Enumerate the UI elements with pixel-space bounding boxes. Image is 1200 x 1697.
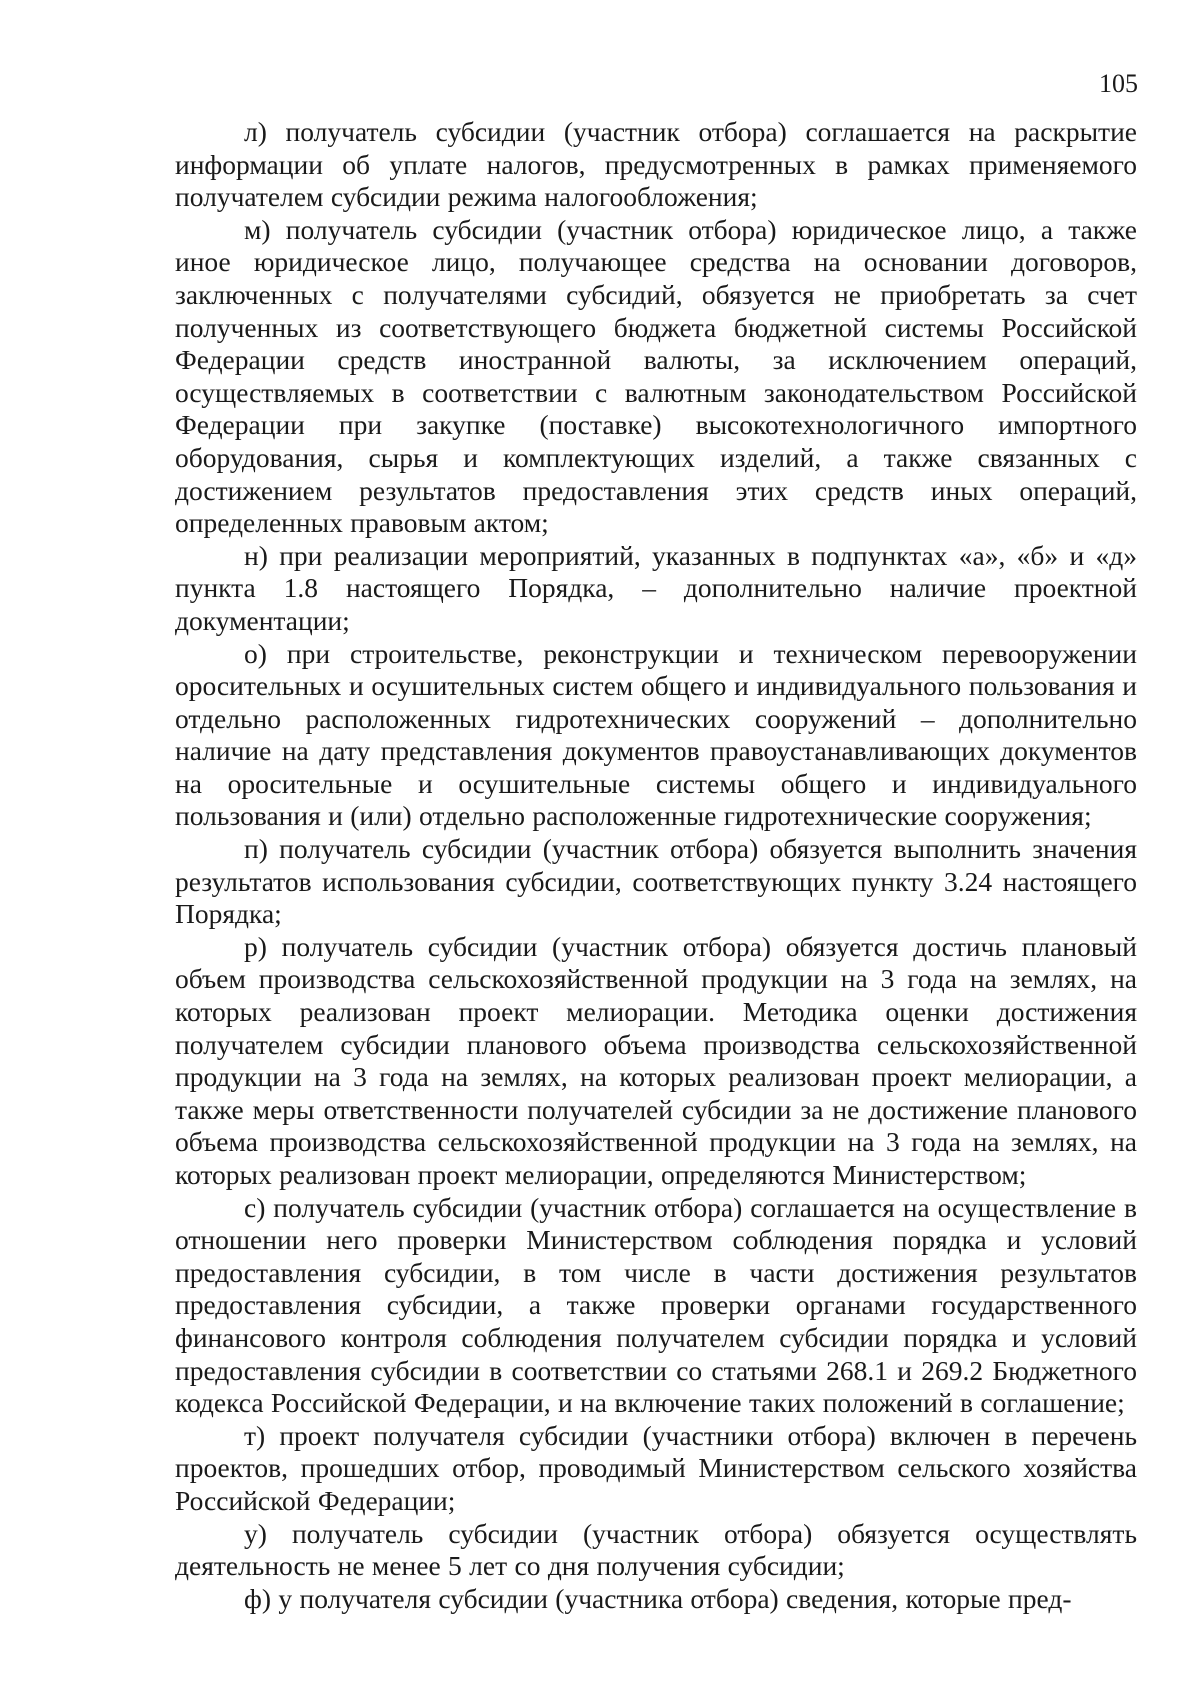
paragraph-s: с) получатель субсидии (участник отбора) соглашается на осуществление в отношении него проверки Министерством соблюдения порядка и условий предоставления субсидии, в том числе в части достижения результатов предоставления субсидии, а также проверки органами государственного финансового контроля соблюдения получателем субсидии порядка и условий предоставления субсидии в соответствии со статьями 268.1 и 269.2 Бюджетного кодекса Российской Федерации, и на включение таких положений в соглашение; [175, 1191, 1137, 1419]
paragraph-p: п) получатель субсидии (участник отбора) обязуется выполнить значения результатов использования субсидии, соответствующих пункту 3.24 настоящего Порядка; [175, 833, 1137, 930]
paragraph-t: т) проект получателя субсидии (участники отбора) включен в перечень проектов, прошедших отбор, проводимый Министерством сельского хозяйства Российской Федерации; [175, 1419, 1137, 1516]
paragraph-r: р) получатель субсидии (участник отбора) обязуется достичь плановый объем производства сельскохозяйственной продукции на 3 года на землях, на которых реализован проект мелиорации. Методика оценки достижения получателем субсидии планового объема производства сельскохозяйственной продукции на 3 года на землях, на которых реализован проект мелиорации, а также меры ответственности получателей субсидии за не достижение планового объема производства сельскохозяйственной продукции на 3 года на землях, на которых реализован проект мелиорации, определяются Министерством; [175, 930, 1137, 1190]
page-number: 105 [1099, 69, 1138, 98]
paragraph-f: ф) у получателя субсидии (участника отбора) сведения, которые пред- [244, 1582, 1072, 1614]
document-body [175, 116, 1137, 1615]
paragraph-o: о) при строительстве, реконструкции и техническом перевооружении оросительных и осушительных систем общего и индивидуального пользования и отдельно расположенных гидротехнических сооружений – дополнительно наличие на дату представления документов правоустанавливающих документов на оросительные и осушительные системы общего и индивидуального пользования и (или) отдельно расположенные гидротехнические сооружения; [175, 637, 1137, 832]
paragraph-m: м) получатель субсидии (участник отбора) юридическое лицо, а также иное юридическое лицо, получающее средства на основании договоров, заключенных с получателями субсидий, обязуется не приобретать за счет полученных из соответствующего бюджета бюджетной системы Российской Федерации средств иностранной валюты, за исключением операций, осуществляемых в соответствии с валютным законодательством Российской Федерации при закупке (поставке) высокотехнологичного импортного оборудования, сырья и комплектующих изделий, а также связанных с достижением результатов предоставления этих средств иных операций, определенных правовым актом; [175, 213, 1137, 539]
paragraph-u: у) получатель субсидии (участник отбора) обязуется осуществлять деятельность не менее 5 лет со дня получения субсидии; [175, 1517, 1137, 1582]
paragraph-l: л) получатель субсидии (участник отбора) соглашается на раскрытие информации об уплате налогов, предусмотренных в рамках применяемого получателем субсидии режима налогообложения; [175, 116, 1137, 213]
paragraph-n: н) при реализации мероприятий, указанных в подпунктах «а», «б» и «д» пункта 1.8 настоящего Порядка, – дополнительно наличие проектной документации; [175, 539, 1137, 636]
